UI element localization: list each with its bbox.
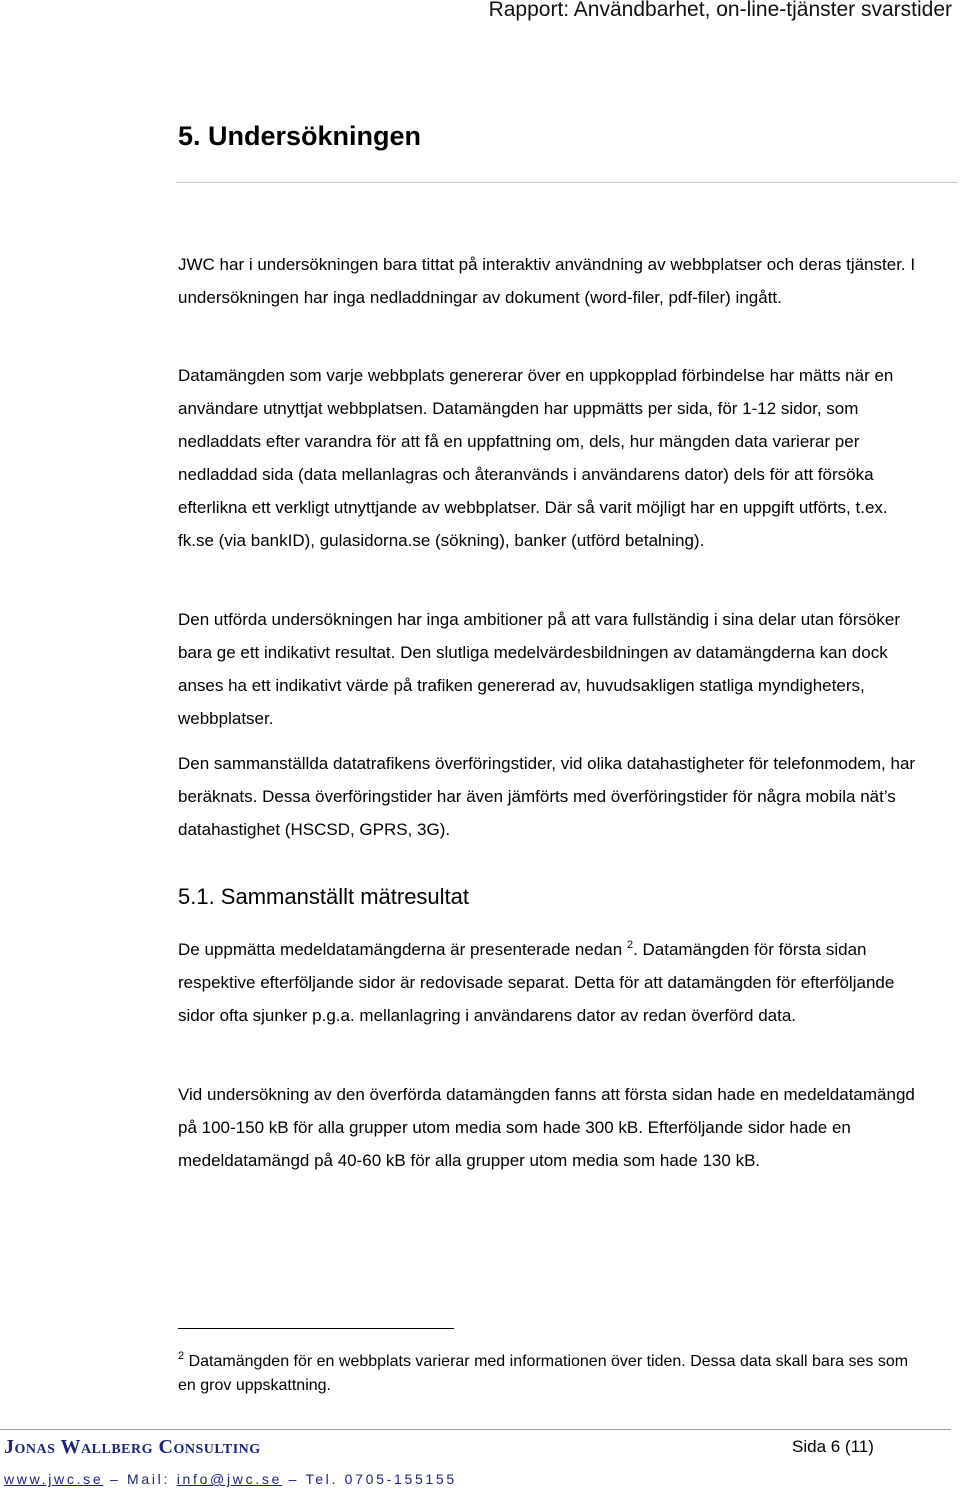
section-paragraph-2: Vid undersökning av den överförda datamängden fanns att första sidan hade en medeldatamängd på 100-150 kB för alla grupper utom media som hade 300 kB. Efterföljande sidor hade en medeldatamängd på 40-60 kB för alla grupper utom media som hade 130 kB. <box>178 1085 915 1170</box>
section-paragraph-1-start: De uppmätta medeldatamängderna är presenterade nedan <box>178 940 623 959</box>
footnote-reference[interactable]: 2 <box>626 939 634 951</box>
body-paragraph-3: Den utförda undersökningen har inga ambitioner på att vara fullständig i sina delar utan försöker bara ge ett indikativt resultat. Den slutliga medelvärdesbildningen av datamängderna kan dock anses ha ett indikativt värde på trafiken genererad av, huvudsakligen statliga myndigheters, webbplatser. <box>178 610 900 728</box>
email-link[interactable]: info@jwc.se <box>176 1471 283 1487</box>
heading-divider <box>176 182 958 183</box>
body-paragraph-4: Den sammanställda datatrafikens överföringstider, vid olika datahastigheter för telefonmodem, har beräknats. Dessa överföringstider har även jämförts med överföringstider för några mobila nät’s datahastighet (HSCSD, GPRS, 3G). <box>178 754 916 839</box>
section-heading: 5.1. Sammanställt mätresultat <box>178 884 470 909</box>
footnote-separator <box>178 1328 454 1329</box>
footnote-text: Datamängden för en webbplats varierar med informationen över tiden. Dessa data skall bara ses som en grov uppskattning. <box>178 1353 909 1394</box>
body-paragraph-2: Datamängden som varje webbplats genererar över en uppkopplad förbindelse har mätts när en användare utnyttjat webbplatsen. Datamängden har uppmätts per sida, för 1-12 sidor, som nedladdats efter varandra för att få en uppfattning om, dels, hur mängden data varierar per nedladdad sida (data mellanlagras och återanvänds i användarens dator) dels för att försöka efterlikna ett verkligt utnyttjande av webbplatser. Där så varit möjligt har en uppgift utförts, t.ex. fk.se (via bankID), gulasidorna.se (sökning), banker (utförd betalning). <box>178 366 894 550</box>
phone-text: – Tel. 0705-155155 <box>282 1471 457 1487</box>
section-paragraph-1-rest: . Datamängden för första sidan respektive efterföljande sidor är redovisade separat. Detta för att datamängden för efterföljande sidor ofta sjunker p.g.a. mellanlagring i användarens dator av redan överförd data. <box>178 940 895 1025</box>
footnote <box>178 1350 918 1398</box>
contact-line <box>4 1471 457 1487</box>
company-name: Jonas Wallberg Consulting <box>4 1436 261 1458</box>
section-paragraph-1 <box>178 933 918 1032</box>
footnote-number: 2 <box>178 1350 185 1362</box>
website-link[interactable]: www.jwc.se <box>4 1471 104 1487</box>
page-number: Sida 6 (11) <box>792 1437 874 1456</box>
footer-divider <box>0 1429 951 1430</box>
contact-separator-mail: – Mail: <box>103 1471 177 1487</box>
body-paragraph-1: JWC har i undersökningen bara tittat på interaktiv användning av webbplatser och deras tjänster. I undersökningen har inga nedladdningar av dokument (word-filer, pdf-filer) ingått. <box>178 255 916 307</box>
running-header: Rapport: Användbarhet, on-line-tjänster svarstider <box>488 0 952 21</box>
chapter-heading: 5. Undersökningen <box>178 121 422 151</box>
